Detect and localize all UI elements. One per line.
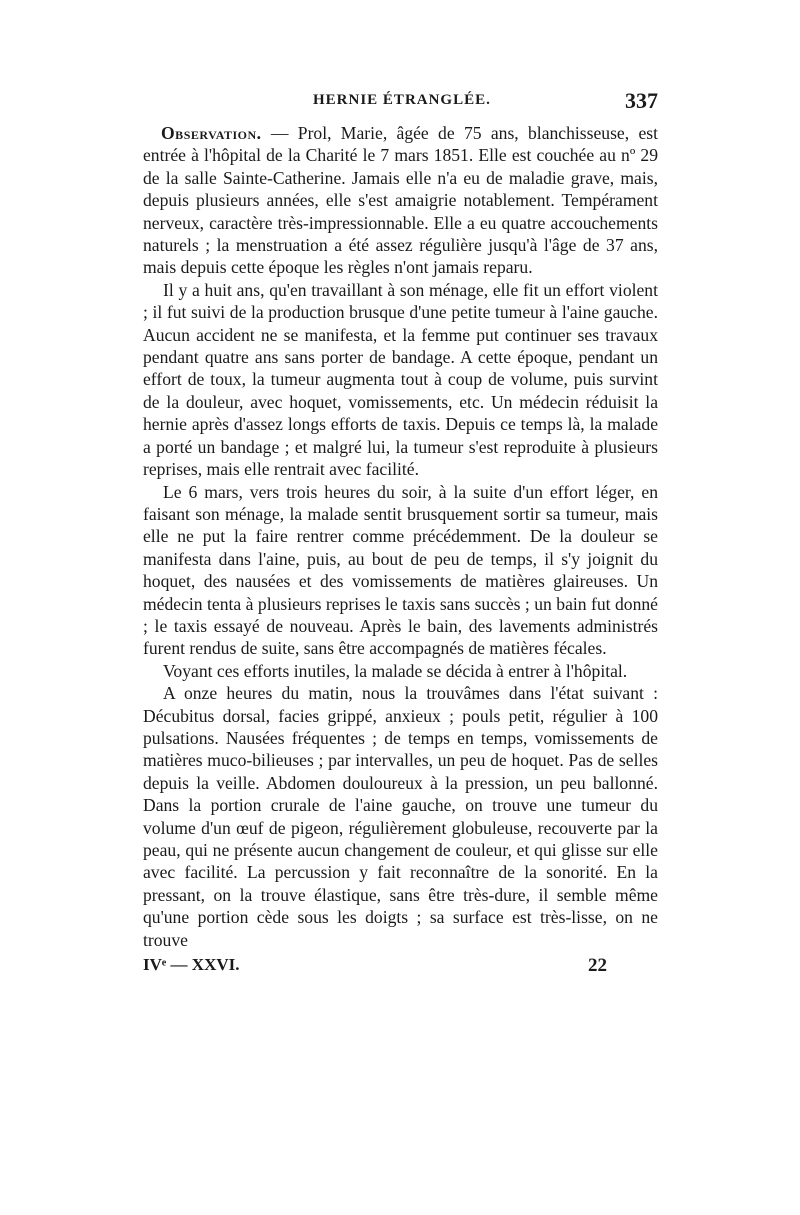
book-page [143, 88, 658, 983]
paragraph: A onze heures du matin, nous la trouvâmes dans l'état suivant : Décubitus dorsal, facies grippé, anxieux ; pouls petit, régulier à 100 pulsations. Nausées fréquentes ; de temps en temps, vomissements de matières muco-bilieuses ; par intervalles, un peu de hoquet. Pas de selles depuis la veille. Abdomen douloureux à la pression, un peu ballonné. Dans la portion crurale de l'aine gauche, on trouve une tumeur du volume d'un œuf de pigeon, régulièrement globuleuse, recouverte par la peau, qui ne présente aucun changement de couleur, et qui glisse sur elle avec facilité. La percussion y fait reconnaître de la sonorité. En la pressant, on la trouve élastique, sans être très-dure, il semble même qu'une portion cède sous les doigts ; sa surface est très-lisse, on ne trouve [143, 683, 658, 950]
paragraph-text: — Prol, Marie, âgée de 75 ans, blanchisseuse, est entrée à l'hôpital de la Charité le 7 mars 1851. Elle est couchée au nº 29 de la salle Sainte-Catherine. Jamais elle n'a eu de maladie grave, mais, depuis plusieurs années, elle s'est amaigrie notablement. Tempérament nerveux, caractère très-impressionnable. Elle a eu quatre accouchements naturels ; la menstruation a été assez régulière jusqu'à l'âge de 37 ans, mais depuis cette époque les règles n'ont jamais reparu. [143, 123, 658, 278]
observation-label: Observation. [161, 123, 262, 143]
page-number: 337 [625, 88, 658, 113]
paragraph: Voyant ces efforts inutiles, la malade se décida à entrer à l'hôpital. [163, 660, 628, 681]
printer-signature-line [143, 955, 658, 983]
body-text [143, 122, 658, 951]
signature-mark: IVᵉ — XXVI. [143, 955, 240, 975]
paragraph: Le 6 mars, vers trois heures du soir, à la suite d'un effort léger, en faisant son ménage, la malade sentit brusquement sortir sa tumeur, mais elle ne put la faire rentrer comme précédemment. De la douleur se manifesta dans l'aine, puis, au bout de peu de temps, il s'y joignit du hoquet, des nausées et des vomissements de matières glaireuses. Un médecin tenta à plusieurs reprises le taxis sans succès ; un bain fut donné ; le taxis essayé de nouveau. Après le bain, des lavements administrés furent rendus de suite, sans être accompagnés de matières fécales. [143, 481, 658, 659]
paragraph: Il y a huit ans, qu'en travaillant à son ménage, elle fit un effort violent ; il fut suivi de la production brusque d'une petite tumeur à l'aine gauche. Aucun accident ne se manifesta, et la femme put continuer ses travaux pendant quatre ans sans porter de bandage. A cette époque, pendant un effort de toux, la tumeur augmenta tout à coup de volume, puis survint de la douleur, avec hoquet, vomissements, etc. Un médecin réduisit la hernie après d'assez longs efforts de taxis. Depuis ce temps là, la malade a porté un bandage ; et malgré lui, la tumeur s'est reproduite à plusieurs reprises, mais elle rentrait avec facilité. [143, 279, 658, 480]
running-head [143, 88, 658, 122]
signature-number: 22 [588, 955, 607, 977]
running-title: HERNIE ÉTRANGLÉE. [313, 92, 491, 108]
paragraph-observation [143, 122, 658, 279]
